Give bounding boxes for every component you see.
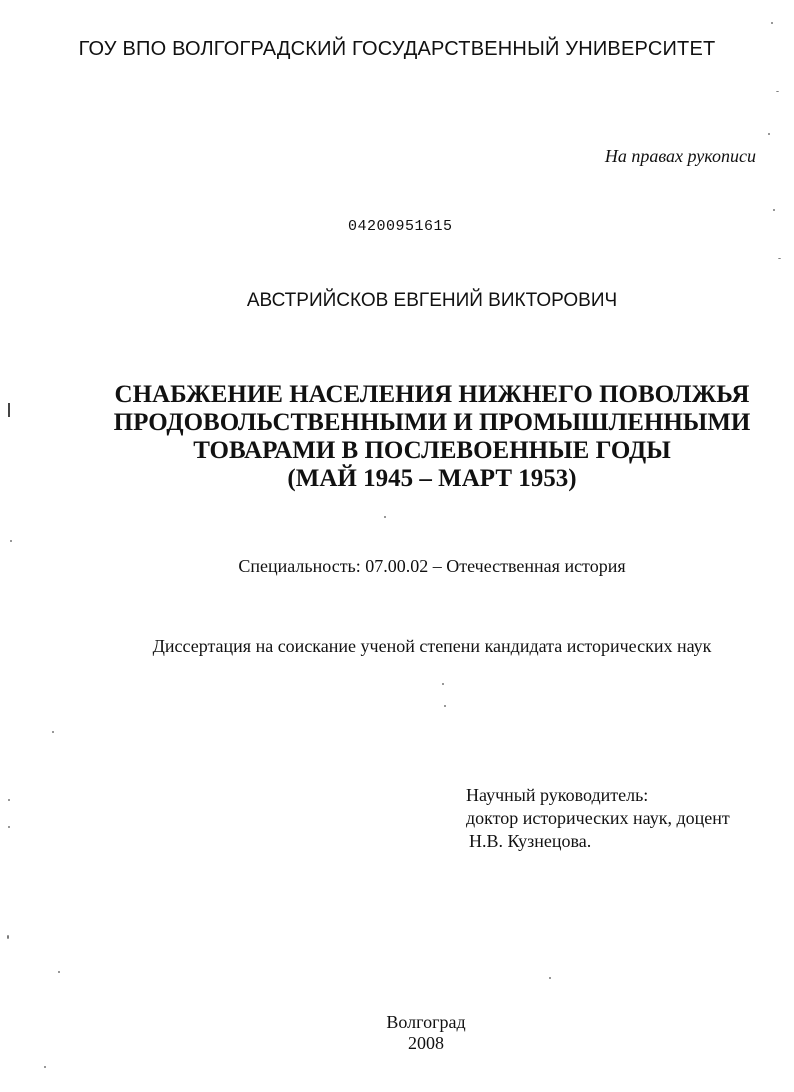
scan-speck	[442, 683, 444, 685]
scan-speck	[444, 705, 446, 707]
scan-speck	[58, 971, 60, 973]
manuscript-rights-note: На правах рукописи	[604, 146, 756, 166]
place-and-year	[0, 1012, 794, 1054]
scan-speck	[773, 209, 775, 211]
scan-speck	[384, 516, 386, 518]
specialty-line: Специальность: 07.00.02 – Отечественная история	[238, 556, 626, 576]
dissertation-title	[0, 381, 794, 493]
title-line: (МАЙ 1945 – МАРТ 1953)	[287, 465, 577, 492]
scan-speck	[768, 133, 770, 135]
supervisor-block	[466, 784, 730, 853]
city: Волгоград	[386, 1012, 466, 1032]
author-name: АВСТРИЙСКОВ ЕВГЕНИЙ ВИКТОРОВИЧ	[246, 290, 618, 311]
scan-speck	[8, 403, 10, 417]
supervisor-label: Научный руководитель:	[466, 785, 649, 805]
supervisor-rank: доктор исторических наук, доцент	[466, 808, 730, 828]
university-name: ГОУ ВПО ВОЛГОГРАДСКИЙ ГОСУДАРСТВЕННЫЙ УНИВЕРСИТЕТ	[78, 38, 716, 60]
scan-speck	[549, 977, 551, 979]
year: 2008	[408, 1033, 444, 1053]
scan-speck	[7, 935, 9, 939]
scan-speck	[8, 826, 10, 828]
scan-speck	[8, 799, 10, 801]
scan-speck	[52, 731, 54, 733]
title-line: СНАБЖЕНИЕ НАСЕЛЕНИЯ НИЖНЕГО ПОВОЛЖЬЯ	[114, 381, 750, 408]
scan-speck	[771, 22, 773, 24]
scan-speck	[776, 91, 779, 92]
supervisor-name: Н.В. Кузнецова.	[469, 831, 592, 851]
scan-speck	[10, 540, 12, 542]
scan-speck	[44, 1066, 46, 1068]
title-line: ПРОДОВОЛЬСТВЕННЫМИ И ПРОМЫШЛЕННЫМИ	[113, 409, 751, 436]
document-code: 04200951615	[348, 218, 453, 235]
degree-line: Диссертация на соискание ученой степени кандидата исторических наук	[152, 636, 712, 656]
scan-speck	[778, 258, 781, 259]
title-line: ТОВАРАМИ В ПОСЛЕВОЕННЫЕ ГОДЫ	[193, 437, 671, 464]
